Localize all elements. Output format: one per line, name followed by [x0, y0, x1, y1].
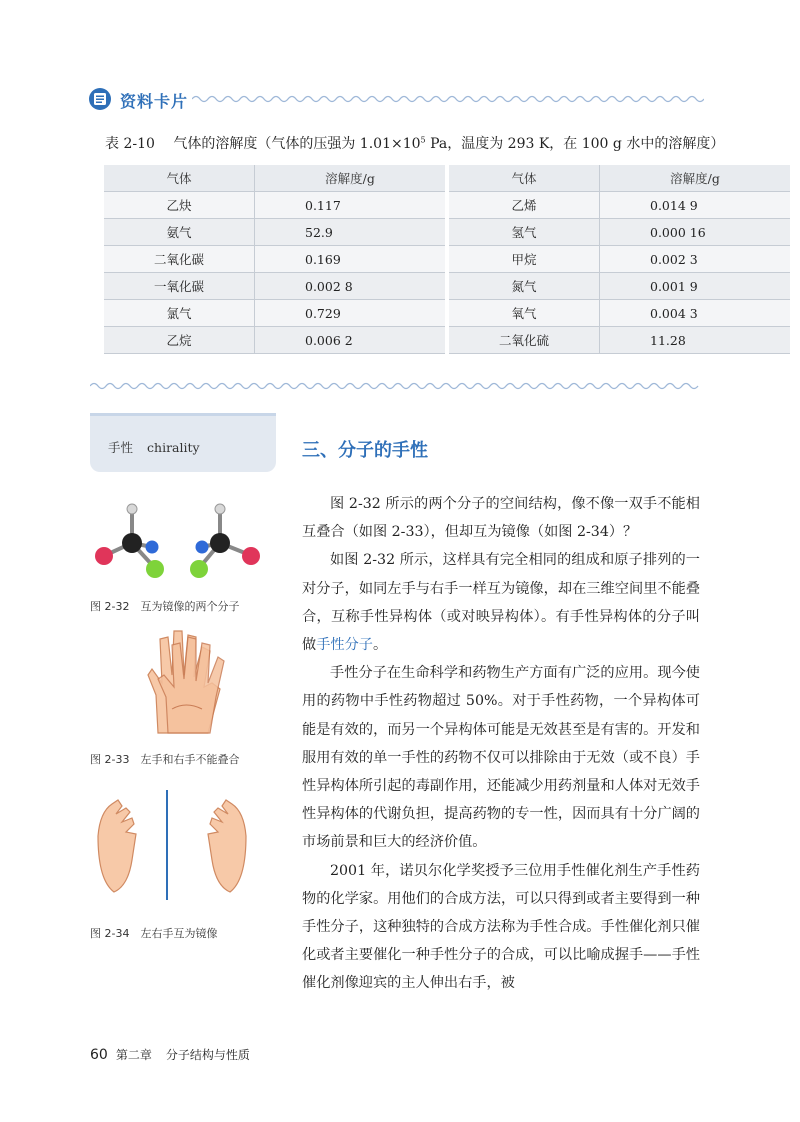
paragraph-4: 2001 年，诺贝尔化学奖授予三位用手性催化剂生产手性药物的化学家。用他们的合成方法，可以只得到或者主要得到一种手性分子，这种独特的合成方法称为手性合成。手性催化剂只催化或者主要催化一种手性分子的合成，可以比喻成握手——手性催化剂像迎宾的主人伸出右手，被 [302, 862, 700, 992]
caption-exponent: 5 [420, 135, 426, 145]
header-wave-divider [192, 94, 704, 104]
molecule-right [190, 504, 260, 578]
card-book-icon [88, 87, 112, 111]
mirrored-hands-figure [92, 790, 252, 900]
overlapping-hands-figure [128, 625, 240, 737]
table-row: 二氧化碳 0.169 甲烷 0.002 3 [104, 246, 790, 273]
paragraph-2: 如图 2-32 所示，这样具有完全相同的组成和原子排列的一对分子，如同左手与右手一样互为镜像，却在三维空间里不能叠合，互称手性异构体（或对映异构体）。有手性异构体的分子叫做手性分子。 [302, 552, 700, 654]
chapter-label: 第二章 [115, 1048, 152, 1062]
paragraph-3: 手性分子在生命科学和药物生产方面有广泛的应用。现今使用的药物中手性药物超过 50%。对于手性药物，一个异构体可能是有效的，而另一个异构体可能是无效甚至是有害的。开发和服用有效的单一手性的药物不仅可以排除由于无效（或不良）手性异构体所引起的毒副作用，还能减少用药剂量和人体对无效手性异构体的代谢负担，提高药物的专一性，因而具有十分广阔的市场前景和巨大的经济价值。 [302, 665, 700, 851]
table-row: 乙炔 0.117 乙烯 0.014 9 [104, 192, 790, 219]
header-solubility-2: 溶解度/g [600, 165, 791, 192]
table-caption [105, 133, 724, 153]
header-gas-2: 气体 [449, 165, 600, 192]
molecule-left [95, 504, 164, 578]
card-title: 资料卡片 [120, 92, 189, 111]
page-footer [90, 1046, 250, 1063]
left-hand [98, 800, 136, 892]
figure-caption-2-34: 图 2-34 左右手互为镜像 [90, 927, 218, 940]
right-hand [208, 800, 246, 892]
table-caption-text-rest: Pa，温度为 293 K，在 100 g 水中的溶解度） [425, 136, 725, 152]
page-number: 60 [90, 1047, 108, 1063]
term-english: chirality [147, 440, 200, 455]
table-row: 氯气 0.729 氧气 0.004 3 [104, 300, 790, 327]
header-solubility-1: 溶解度/g [255, 165, 446, 192]
term-label [108, 438, 200, 456]
header-gas-1: 气体 [104, 165, 255, 192]
paragraph-1: 图 2-32 所示的两个分子的空间结构，像不像一双手不能相互叠合（如图 2-33），但却互为镜像（如图 2-34）？ [302, 496, 700, 541]
chiral-molecule-term: 手性分子 [316, 637, 373, 654]
section-body [302, 490, 700, 998]
section-title: 三、分子的手性 [302, 440, 428, 461]
mirror-molecules-figure [92, 497, 272, 587]
card-bottom-wave-divider [90, 381, 702, 391]
table-row: 氨气 52.9 氢气 0.000 16 [104, 219, 790, 246]
table-row: 乙烷 0.006 2 二氧化硫 11.28 [104, 327, 790, 354]
table-caption-text: 气体的溶解度（气体的压强为 1.01×10 [173, 136, 421, 152]
figure-caption-2-33: 图 2-33 左手和右手不能叠合 [90, 753, 240, 766]
table-number: 表 2-10 [105, 136, 155, 152]
table-header-row [104, 165, 790, 192]
term-chinese: 手性 [108, 440, 134, 455]
chapter-title: 分子结构与性质 [165, 1048, 250, 1062]
solubility-table [104, 165, 790, 354]
figure-caption-2-32: 图 2-32 互为镜像的两个分子 [90, 600, 240, 613]
table-row: 一氧化碳 0.002 8 氮气 0.001 9 [104, 273, 790, 300]
